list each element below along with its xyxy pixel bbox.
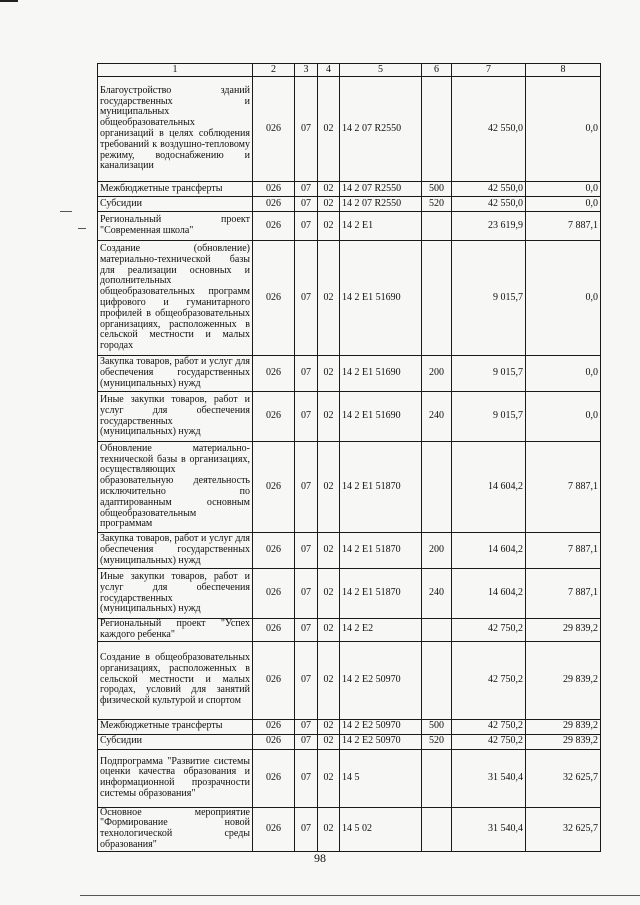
ministry-code: 026 [253, 212, 295, 241]
section-code: 07 [295, 719, 318, 734]
expense-type-code: 500 [422, 719, 452, 734]
scan-artifact [0, 0, 18, 2]
amount-year-2: 29 839,2 [526, 641, 601, 719]
amount-year-2: 32 625,7 [526, 749, 601, 807]
header-cell: 5 [340, 64, 422, 77]
row-name: Закупка товаров, работ и услуг для обеспечения государственных (муниципальных) нужд [98, 356, 253, 392]
header-cell: 6 [422, 64, 452, 77]
subsection-code: 02 [318, 619, 340, 642]
expense-type-code [422, 241, 452, 356]
amount-year-1: 42 550,0 [452, 77, 526, 182]
subsection-code: 02 [318, 212, 340, 241]
table-row [98, 392, 601, 442]
expense-type-code: 520 [422, 197, 452, 212]
section-code: 07 [295, 212, 318, 241]
row-name: Региональный проект "Успех каждого ребенка" [98, 619, 253, 642]
header-cell: 4 [318, 64, 340, 77]
target-article-code: 14 2 E2 50970 [340, 641, 422, 719]
subsection-code: 02 [318, 182, 340, 197]
amount-year-1: 31 540,4 [452, 749, 526, 807]
amount-year-2: 7 887,1 [526, 442, 601, 533]
row-name: Обновление материально-технической базы в организациях, осуществляющих образовательную деятельность исключительно по адаптированным основным общеобразовательным программам [98, 442, 253, 533]
table-row [98, 533, 601, 569]
amount-year-2: 0,0 [526, 356, 601, 392]
target-article-code: 14 2 E1 [340, 212, 422, 241]
section-code: 07 [295, 392, 318, 442]
ministry-code: 026 [253, 569, 295, 619]
table-row [98, 619, 601, 642]
amount-year-2: 0,0 [526, 77, 601, 182]
amount-year-1: 42 550,0 [452, 182, 526, 197]
table-row [98, 356, 601, 392]
section-code: 07 [295, 734, 318, 749]
section-code: 07 [295, 77, 318, 182]
section-code: 07 [295, 182, 318, 197]
row-name: Субсидии [98, 197, 253, 212]
budget-table [97, 63, 601, 852]
target-article-code: 14 2 E1 51870 [340, 533, 422, 569]
subsection-code: 02 [318, 749, 340, 807]
margin-mark [78, 228, 86, 229]
target-article-code: 14 2 E2 50970 [340, 719, 422, 734]
amount-year-2: 29 839,2 [526, 719, 601, 734]
table-row [98, 749, 601, 807]
ministry-code: 026 [253, 392, 295, 442]
subsection-code: 02 [318, 197, 340, 212]
amount-year-2: 7 887,1 [526, 569, 601, 619]
ministry-code: 026 [253, 182, 295, 197]
amount-year-2: 0,0 [526, 241, 601, 356]
subsection-code: 02 [318, 442, 340, 533]
row-name: Благоустройство зданий государственных и муниципальных общеобразовательных организаций в целях соблюдения требований к воздушно-тепловому режиму, водоснабжению и канализации [98, 77, 253, 182]
ministry-code: 026 [253, 719, 295, 734]
table-row [98, 442, 601, 533]
subsection-code: 02 [318, 641, 340, 719]
ministry-code: 026 [253, 241, 295, 356]
section-code: 07 [295, 197, 318, 212]
row-name: Основное мероприятие "Формирование новой технологической среды образования" [98, 807, 253, 851]
margin-mark [60, 211, 72, 212]
subsection-code: 02 [318, 807, 340, 851]
section-code: 07 [295, 619, 318, 642]
amount-year-2: 29 839,2 [526, 619, 601, 642]
expense-type-code: 200 [422, 356, 452, 392]
expense-type-code [422, 619, 452, 642]
ministry-code: 026 [253, 197, 295, 212]
amount-year-1: 42 750,2 [452, 734, 526, 749]
amount-year-1: 23 619,9 [452, 212, 526, 241]
target-article-code: 14 2 E1 51690 [340, 356, 422, 392]
ministry-code: 026 [253, 356, 295, 392]
ministry-code: 026 [253, 734, 295, 749]
header-cell: 3 [295, 64, 318, 77]
table-header-row [98, 64, 601, 77]
row-name: Региональный проект "Современная школа" [98, 212, 253, 241]
ministry-code: 026 [253, 442, 295, 533]
amount-year-2: 7 887,1 [526, 212, 601, 241]
amount-year-1: 42 550,0 [452, 197, 526, 212]
ministry-code: 026 [253, 807, 295, 851]
header-cell: 7 [452, 64, 526, 77]
amount-year-2: 7 887,1 [526, 533, 601, 569]
expense-type-code: 240 [422, 392, 452, 442]
table-row [98, 734, 601, 749]
amount-year-2: 0,0 [526, 197, 601, 212]
amount-year-1: 14 604,2 [452, 442, 526, 533]
table-row [98, 182, 601, 197]
target-article-code: 14 2 E2 [340, 619, 422, 642]
ministry-code: 026 [253, 619, 295, 642]
expense-type-code [422, 749, 452, 807]
expense-type-code [422, 212, 452, 241]
table-row [98, 569, 601, 619]
amount-year-1: 42 750,2 [452, 641, 526, 719]
row-name: Создание (обновление) материально-технической базы для реализации основных и дополнительных общеобразовательных программ цифрового и гуманитарного профилей в общеобразовательных организациях, расположенных в сельской местности и малых городах [98, 241, 253, 356]
section-code: 07 [295, 749, 318, 807]
row-name: Субсидии [98, 734, 253, 749]
page-number: 98 [314, 851, 326, 865]
target-article-code: 14 2 07 R2550 [340, 77, 422, 182]
row-name: Иные закупки товаров, работ и услуг для обеспечения государственных (муниципальных) нужд [98, 569, 253, 619]
row-name: Межбюджетные трансферты [98, 719, 253, 734]
expense-type-code: 200 [422, 533, 452, 569]
row-name: Создание в общеобразовательных организациях, расположенных в сельской местности и малых городах, условий для занятий физической культурой и спортом [98, 641, 253, 719]
section-code: 07 [295, 807, 318, 851]
expense-type-code [422, 77, 452, 182]
amount-year-1: 42 750,2 [452, 619, 526, 642]
amount-year-1: 31 540,4 [452, 807, 526, 851]
ministry-code: 026 [253, 641, 295, 719]
expense-type-code [422, 442, 452, 533]
row-name: Межбюджетные трансферты [98, 182, 253, 197]
amount-year-1: 42 750,2 [452, 719, 526, 734]
target-article-code: 14 5 02 [340, 807, 422, 851]
expense-type-code: 500 [422, 182, 452, 197]
table-row [98, 807, 601, 851]
subsection-code: 02 [318, 356, 340, 392]
target-article-code: 14 2 E1 51870 [340, 569, 422, 619]
amount-year-2: 0,0 [526, 182, 601, 197]
expense-type-code: 520 [422, 734, 452, 749]
row-name: Подпрограмма "Развитие системы оценки качества образования и информационной прозрачности системы образования" [98, 749, 253, 807]
table-row [98, 77, 601, 182]
table-row [98, 641, 601, 719]
target-article-code: 14 5 [340, 749, 422, 807]
expense-type-code: 240 [422, 569, 452, 619]
header-cell: 1 [98, 64, 253, 77]
bottom-rule [80, 895, 640, 896]
target-article-code: 14 2 07 R2550 [340, 182, 422, 197]
section-code: 07 [295, 569, 318, 619]
subsection-code: 02 [318, 719, 340, 734]
amount-year-1: 14 604,2 [452, 533, 526, 569]
target-article-code: 14 2 E1 51870 [340, 442, 422, 533]
table-row [98, 719, 601, 734]
amount-year-2: 32 625,7 [526, 807, 601, 851]
section-code: 07 [295, 241, 318, 356]
subsection-code: 02 [318, 734, 340, 749]
ministry-code: 026 [253, 749, 295, 807]
row-name: Закупка товаров, работ и услуг для обеспечения государственных (муниципальных) нужд [98, 533, 253, 569]
section-code: 07 [295, 641, 318, 719]
subsection-code: 02 [318, 533, 340, 569]
row-name: Иные закупки товаров, работ и услуг для обеспечения государственных (муниципальных) нужд [98, 392, 253, 442]
ministry-code: 026 [253, 77, 295, 182]
subsection-code: 02 [318, 241, 340, 356]
section-code: 07 [295, 356, 318, 392]
target-article-code: 14 2 E2 50970 [340, 734, 422, 749]
amount-year-1: 14 604,2 [452, 569, 526, 619]
section-code: 07 [295, 533, 318, 569]
amount-year-1: 9 015,7 [452, 392, 526, 442]
subsection-code: 02 [318, 569, 340, 619]
table-row [98, 212, 601, 241]
table-row [98, 241, 601, 356]
header-cell: 8 [526, 64, 601, 77]
amount-year-2: 29 839,2 [526, 734, 601, 749]
expense-type-code [422, 807, 452, 851]
target-article-code: 14 2 07 R2550 [340, 197, 422, 212]
expense-type-code [422, 641, 452, 719]
amount-year-2: 0,0 [526, 392, 601, 442]
table-row [98, 197, 601, 212]
subsection-code: 02 [318, 392, 340, 442]
amount-year-1: 9 015,7 [452, 356, 526, 392]
ministry-code: 026 [253, 533, 295, 569]
amount-year-1: 9 015,7 [452, 241, 526, 356]
target-article-code: 14 2 E1 51690 [340, 241, 422, 356]
header-cell: 2 [253, 64, 295, 77]
section-code: 07 [295, 442, 318, 533]
subsection-code: 02 [318, 77, 340, 182]
target-article-code: 14 2 E1 51690 [340, 392, 422, 442]
